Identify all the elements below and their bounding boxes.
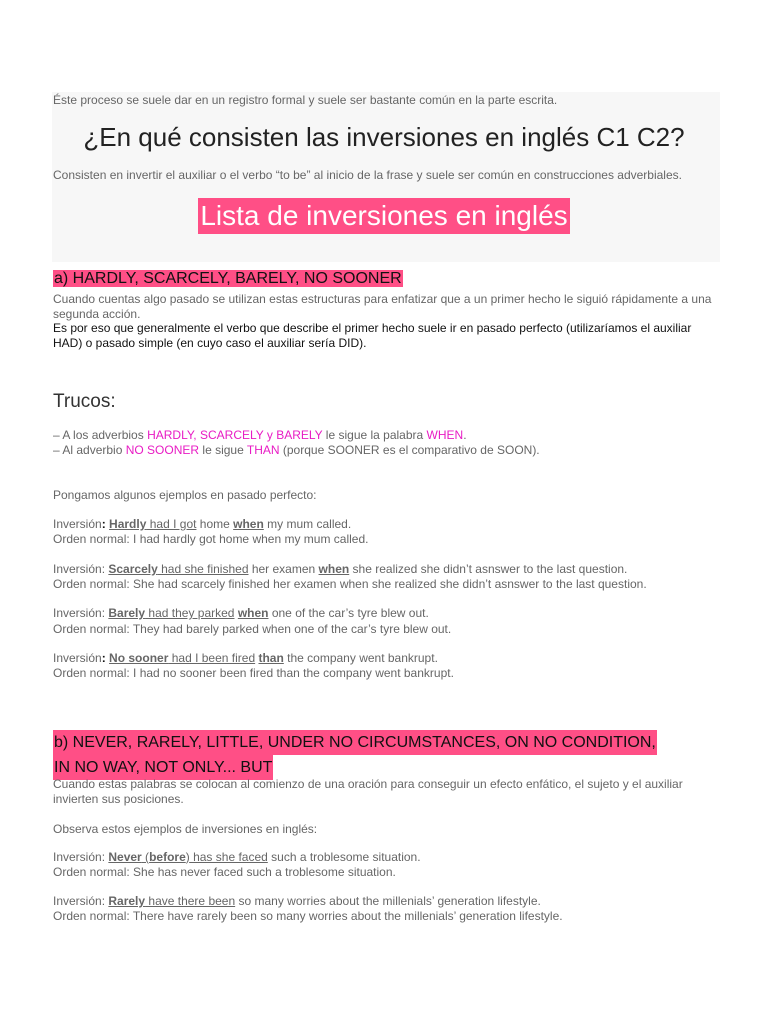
trick2-than: THAN xyxy=(246,443,280,457)
example-a4-normal: Orden normal: I had no sooner been fired than the company went bankrupt. xyxy=(53,666,454,680)
example-aux-phrase: had I got xyxy=(146,517,197,531)
section-a-paragraph-1: Cuando cuentas algo pasado se utilizan estas estructuras para enfatizar que a un primer hecho le siguió rápidamente a una segunda acción. xyxy=(53,292,712,321)
example-b2-inversion xyxy=(53,894,541,909)
tricks-heading: Trucos: xyxy=(53,391,116,412)
example-adverb: Never xyxy=(108,850,142,864)
trick2-text-e: (porque SOONER es el comparativo de SOON). xyxy=(279,443,540,457)
example-b1-inversion xyxy=(53,850,421,865)
example-adverb: Barely xyxy=(108,606,146,620)
example-a2-normal: Orden normal: She had scarcely finished her examen when she realized she didn’t asnswer to the last question. xyxy=(53,577,647,591)
example-a1-inversion xyxy=(53,517,351,532)
example-paren-close: ) xyxy=(185,850,190,864)
section-b-paragraph: Cuando estas palabras se colocan al comienzo de una oración para conseguir un efecto enfático, el sujeto y el auxiliar invierten sus posiciones. xyxy=(53,777,683,806)
example-label: Inversión: xyxy=(53,894,109,908)
example-aux-phrase: had she finished xyxy=(157,562,249,576)
example-conjunction: when xyxy=(318,562,350,576)
trick1-adverbs: HARDLY, SCARCELY y BARELY xyxy=(147,428,323,442)
example-mid: her examen xyxy=(248,562,319,576)
example-conjunction: than xyxy=(258,651,284,665)
trick-line-2 xyxy=(53,443,540,458)
section-a-heading xyxy=(53,268,403,290)
example-rest: so many worries about the millenials’ generation lifestyle. xyxy=(235,894,541,908)
trick1-text-a: – A los adverbios xyxy=(53,428,148,442)
definition-paragraph: Consisten en invertir el auxiliar o el verbo “to be” al inicio de la frase y suele ser común en construcciones adverbiales. xyxy=(53,168,682,182)
example-adverb: Rarely xyxy=(108,894,146,908)
example-paren-open: ( xyxy=(141,850,150,864)
trick2-adverb: NO SOONER xyxy=(125,443,200,457)
example-label: Inversión xyxy=(53,517,102,531)
intro-paragraph: Éste proceso se suele dar en un registro formal y suele ser bastante común en la parte escrita. xyxy=(53,93,558,107)
example-conjunction: when xyxy=(233,517,264,531)
example-colon: : xyxy=(101,517,110,531)
trick1-text-e: . xyxy=(463,428,467,442)
example-adverb: No sooner xyxy=(109,651,169,665)
trick-line-1 xyxy=(53,428,467,443)
example-aux-phrase: have there been xyxy=(145,894,236,908)
section-b-title-line-1: b) NEVER, RARELY, LITTLE, UNDER NO CIRCUMSTANCES, ON NO CONDITION, xyxy=(53,730,657,755)
section-b-title-line-2: IN NO WAY, NOT ONLY... BUT xyxy=(53,755,273,780)
example-aux-phrase: had they parked xyxy=(145,606,235,620)
example-adverb: Hardly xyxy=(109,517,147,531)
list-heading-wrap xyxy=(0,198,768,234)
example-rest: my mum called. xyxy=(263,517,352,531)
example-b1-normal: Orden normal: She has never faced such a troblesome situation. xyxy=(53,865,396,879)
example-a3-normal: Orden normal: They had barely parked when one of the car’s tyre blew out. xyxy=(53,622,452,636)
list-heading: Lista de inversiones en inglés xyxy=(198,198,569,234)
example-adverb: Scarcely xyxy=(108,562,158,576)
trick1-text-c: le sigue la palabra xyxy=(322,428,427,442)
example-rest: such a troblesome situation. xyxy=(267,850,421,864)
example-colon: : xyxy=(101,562,109,576)
trick2-text-a: – Al adverbio xyxy=(53,443,126,457)
main-heading: ¿En qué consisten las inversiones en inglés C1 C2? xyxy=(83,122,685,152)
example-colon: : xyxy=(101,651,110,665)
example-a2-inversion xyxy=(53,562,627,577)
example-aux-phrase: had I been fired xyxy=(168,651,256,665)
example-a3-inversion xyxy=(53,606,429,621)
example-label: Inversión: xyxy=(53,850,109,864)
example-adverb-2: before xyxy=(149,850,186,864)
example-conjunction: when xyxy=(237,606,269,620)
section-b-observe: Observa estos ejemplos de inversiones en inglés: xyxy=(53,822,318,836)
example-mid: home xyxy=(196,517,234,531)
examples-intro: Pongamos algunos ejemplos en pasado perfecto: xyxy=(53,488,317,502)
example-label: Inversión xyxy=(53,606,102,620)
section-a-title: a) HARDLY, SCARCELY, BARELY, NO SOONER xyxy=(54,270,402,287)
example-rest: she realized she didn’t asnswer to the last question. xyxy=(349,562,628,576)
example-rest: one of the car’s tyre blew out. xyxy=(268,606,429,620)
section-a-paragraph-2: Es por eso que generalmente el verbo que describe el primer hecho suele ir en pasado perfecto (utilizaríamos el auxiliar HAD) o pasado simple (en cuyo caso el auxiliar sería DID). xyxy=(53,321,692,350)
example-aux-phrase: has she faced xyxy=(189,850,268,864)
example-colon: : xyxy=(101,606,109,620)
section-b-heading xyxy=(53,730,733,780)
example-a4-inversion xyxy=(53,651,438,666)
example-label: Inversión xyxy=(53,651,102,665)
trick1-when: WHEN xyxy=(426,428,464,442)
example-label: Inversión xyxy=(53,562,102,576)
trick2-text-c: le sigue xyxy=(199,443,247,457)
example-b2-normal: Orden normal: There have rarely been so many worries about the millenials’ generation lifestyle. xyxy=(53,909,563,923)
example-a1-normal: Orden normal: I had hardly got home when my mum called. xyxy=(53,532,369,546)
example-rest: the company went bankrupt. xyxy=(283,651,438,665)
